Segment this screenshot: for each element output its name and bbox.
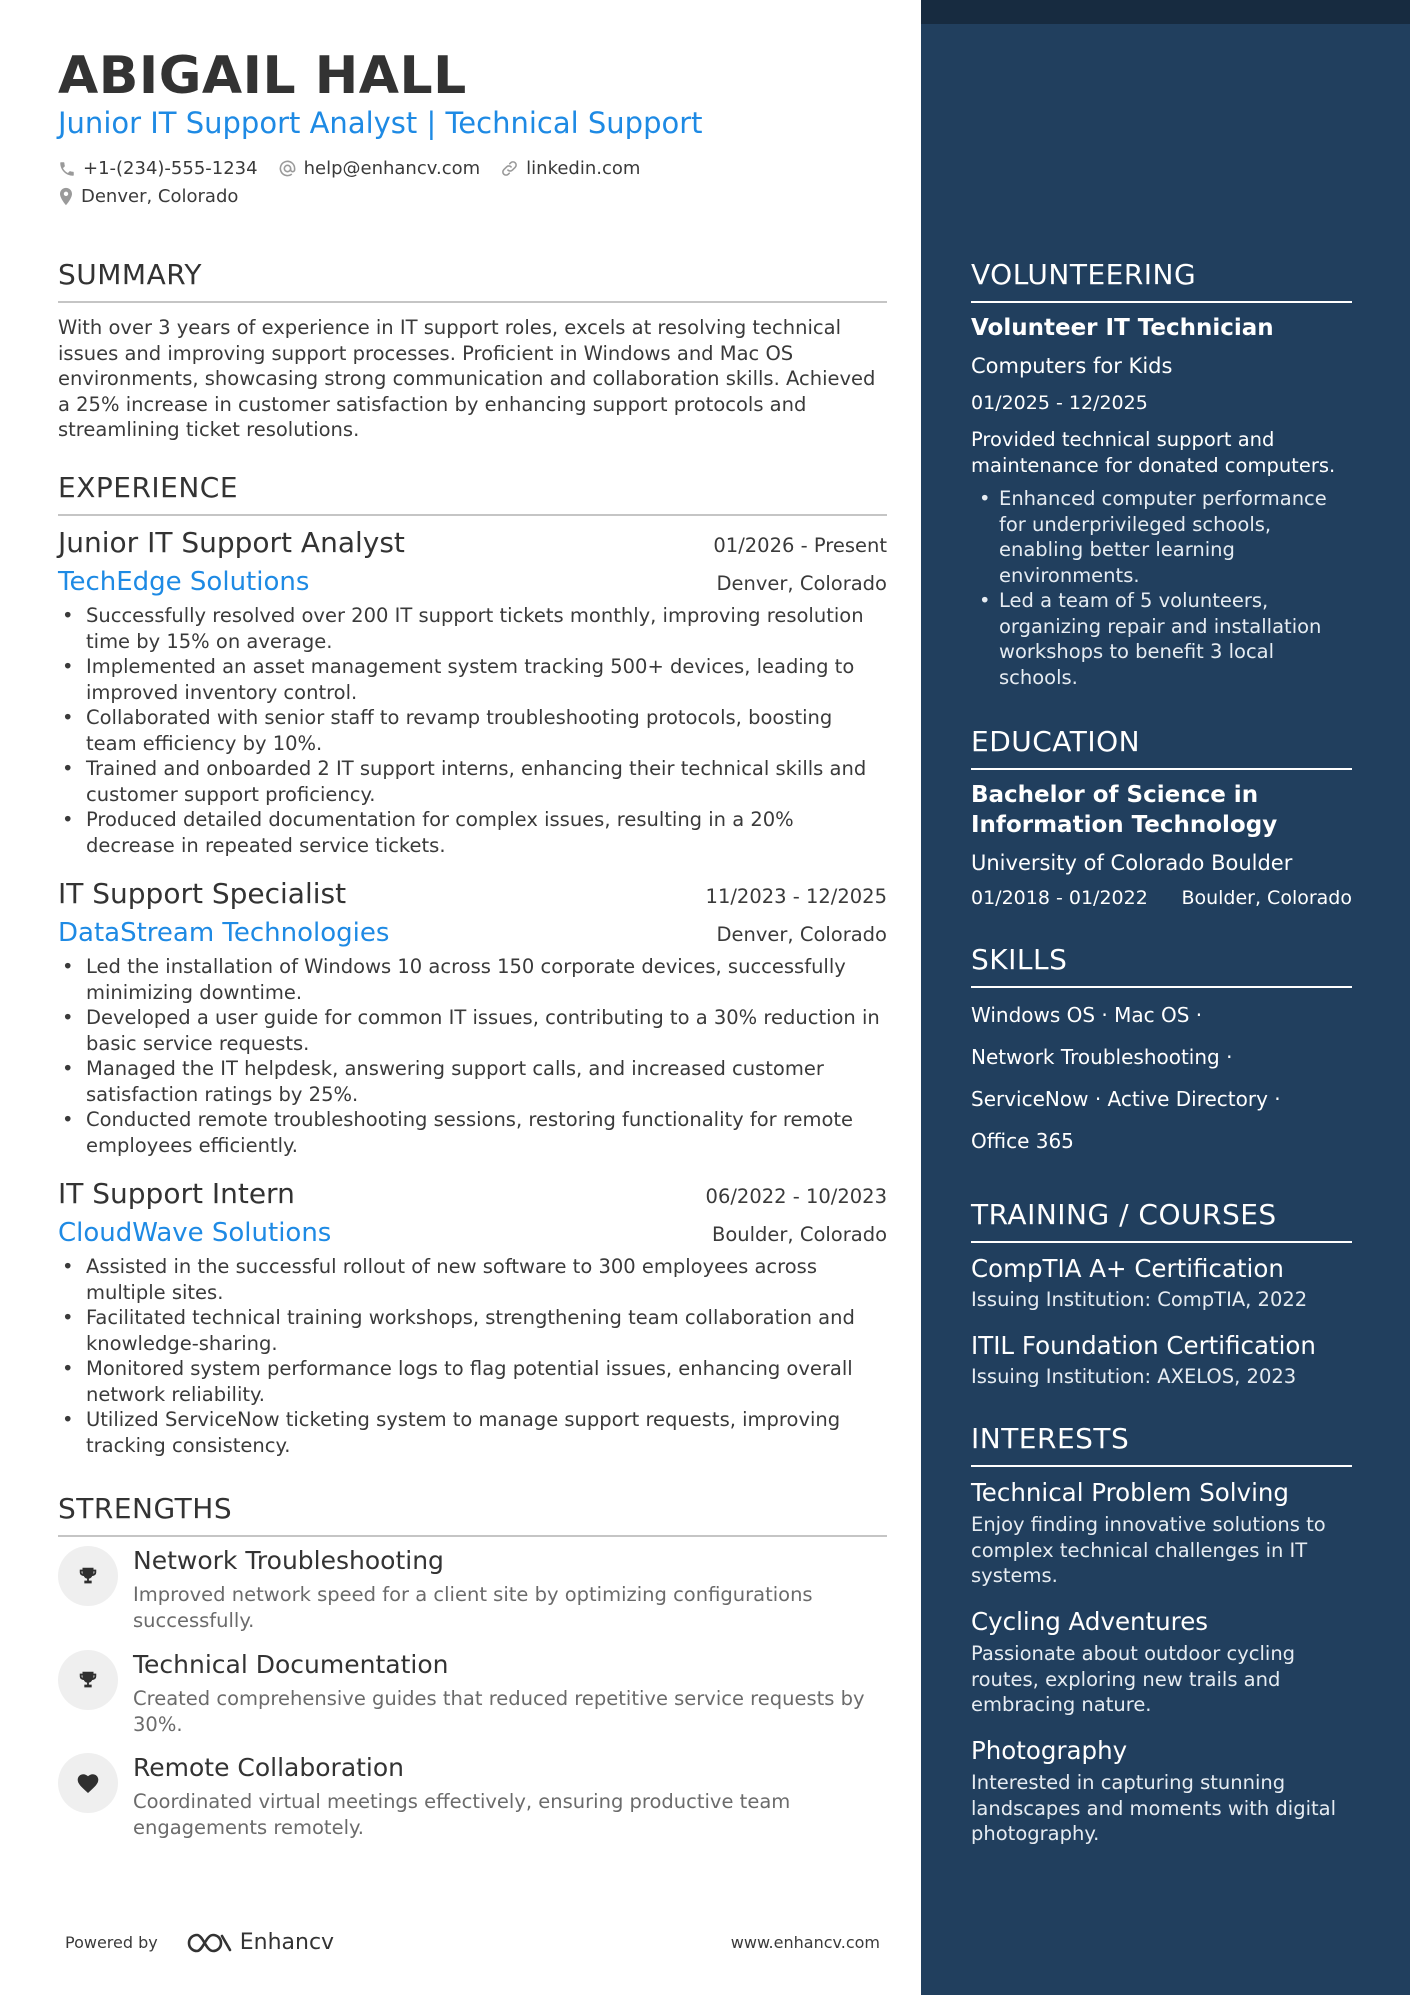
bullet-item: • Monitored system performance logs to flag potential issues, enhancing overall network reliability.: [58, 1356, 887, 1407]
job-location: Boulder, Colorado: [711, 1223, 887, 1246]
job-bullets: [58, 954, 887, 1158]
job-bullets: [58, 603, 887, 858]
location-pin-icon: [58, 187, 74, 206]
job-location: Denver, Colorado: [716, 572, 887, 595]
volunteer-org: Computers for Kids: [971, 354, 1173, 378]
contact-row: [58, 158, 660, 179]
skill-line: Network Troubleshooting ·: [971, 1045, 1233, 1069]
trophy-icon: [58, 1546, 118, 1606]
powered-by-label: Powered by: [65, 1933, 158, 1952]
strength-title: Network Troubleshooting: [133, 1546, 444, 1575]
strength-title: Remote Collaboration: [133, 1753, 405, 1782]
enhancv-logo[interactable]: [186, 1930, 334, 1955]
heart-icon: [58, 1753, 118, 1813]
training-desc: Issuing Institution: AXELOS, 2023: [971, 1365, 1297, 1388]
interest-item: [971, 1478, 1352, 1589]
training-heading: TRAINING / COURSES: [971, 1198, 1352, 1243]
strength-desc: Coordinated virtual meetings effectively, ensuring productive team engagements remotely.: [133, 1790, 791, 1839]
skill-line: Windows OS · Mac OS ·: [971, 1003, 1203, 1027]
bullet-item: • Collaborated with senior staff to revamp troubleshooting protocols, boosting team efficiency by 10%.: [58, 705, 887, 756]
bullet-item: • Enhanced computer performance for underprivileged schools, enabling better learning environments.: [971, 486, 1352, 588]
job-title: IT Support Intern: [58, 1177, 295, 1210]
summary-heading: SUMMARY: [58, 258, 887, 303]
skill-line: Office 365: [971, 1129, 1074, 1153]
bullet-item: • Trained and onboarded 2 IT support interns, enhancing their technical skills and customer support proficiency.: [58, 756, 887, 807]
training-title: ITIL Foundation Certification: [971, 1331, 1316, 1360]
training-desc: Issuing Institution: CompTIA, 2022: [971, 1288, 1308, 1311]
bullet-item: • Conducted remote troubleshooting sessions, restoring functionality for remote employees efficiently.: [58, 1107, 887, 1158]
phone-icon: [58, 160, 76, 178]
linkedin-text: linkedin.com: [526, 158, 641, 179]
candidate-headline: Junior IT Support Analyst | Technical Support: [58, 106, 703, 140]
at-icon: [278, 159, 297, 178]
trophy-icon: [58, 1650, 118, 1710]
email-text: help@enhancv.com: [303, 158, 481, 179]
education-entry: [971, 780, 1352, 911]
interest-item: [971, 1736, 1352, 1847]
interest-desc: Interested in capturing stunning landscapes and moments with digital photography.: [971, 1771, 1337, 1845]
volunteer-bullets: [971, 486, 1352, 690]
contact-phone[interactable]: [58, 158, 258, 179]
education-date: 01/2018 - 01/2022: [971, 887, 1148, 909]
interest-desc: Enjoy finding innovative solutions to complex technical challenges in IT systems.: [971, 1513, 1326, 1587]
bullet-item: • Developed a user guide for common IT issues, contributing to a 30% reduction in basic service requests.: [58, 1005, 887, 1056]
job-company: CloudWave Solutions: [58, 1218, 332, 1248]
footer: [65, 1930, 880, 1955]
education-location: Boulder, Colorado: [1181, 887, 1352, 909]
contact-row-2: [58, 186, 258, 207]
volunteering-entry: [971, 313, 1352, 690]
job-bullets: [58, 1254, 887, 1458]
volunteer-role: Volunteer IT Technician: [971, 315, 1274, 341]
education-heading: EDUCATION: [971, 725, 1352, 770]
job-title: IT Support Specialist: [58, 877, 347, 910]
job-date: 11/2023 - 12/2025: [705, 885, 887, 908]
training-title: CompTIA A+ Certification: [971, 1254, 1284, 1283]
bullet-item: • Implemented an asset management system tracking 500+ devices, leading to improved inventory control.: [58, 654, 887, 705]
skills-heading: SKILLS: [971, 943, 1352, 988]
sidebar-column: [921, 0, 1410, 1995]
bullet-item: • Assisted in the successful rollout of new software to 300 employees across multiple sites.: [58, 1254, 887, 1305]
job-date: 01/2026 - Present: [713, 534, 887, 557]
training-item: [971, 1331, 1352, 1390]
interest-desc: Passionate about outdoor cycling routes, exploring new trails and embracing nature.: [971, 1642, 1296, 1716]
bullet-item: • Managed the IT helpdesk, answering support calls, and increased customer satisfaction ratings by 25%.: [58, 1056, 887, 1107]
summary-text: With over 3 years of experience in IT support roles, excels at resolving technical issues and improving support processes. Proficient in Windows and Mac OS environments, showcasing strong communication and collaboration skills. Achieved a 25% increase in customer satisfaction by enhancing support protocols and streamlining ticket resolutions.: [58, 316, 876, 441]
skill-line: ServiceNow · Active Directory ·: [971, 1087, 1281, 1111]
job-entry: [58, 877, 887, 1158]
candidate-name: ABIGAIL HALL: [58, 46, 467, 106]
interest-title: Technical Problem Solving: [971, 1478, 1289, 1507]
interest-item: [971, 1607, 1352, 1718]
skills-list: [971, 994, 1352, 1162]
volunteer-date: 01/2025 - 12/2025: [971, 392, 1148, 414]
volunteering-heading: VOLUNTEERING: [971, 258, 1352, 303]
sidebar-top-bar: [921, 0, 1410, 24]
link-icon: [500, 159, 519, 178]
job-entry: [58, 1177, 887, 1458]
job-company: TechEdge Solutions: [58, 567, 310, 597]
bullet-item: • Facilitated technical training workshops, strengthening team collaboration and knowledge-sharing.: [58, 1305, 887, 1356]
job-title: Junior IT Support Analyst: [58, 526, 405, 559]
experience-heading: EXPERIENCE: [58, 471, 887, 516]
bullet-item: • Produced detailed documentation for complex issues, resulting in a 20% decrease in repeated service tickets.: [58, 807, 887, 858]
interests-heading: INTERESTS: [971, 1422, 1352, 1467]
bullet-item: • Led a team of 5 volunteers, organizing repair and installation workshops to benefit 3 local schools.: [971, 588, 1352, 690]
interest-title: Cycling Adventures: [971, 1607, 1209, 1636]
job-location: Denver, Colorado: [716, 923, 887, 946]
interest-title: Photography: [971, 1736, 1128, 1765]
education-degree: Bachelor of Science in Information Technology: [971, 782, 1278, 838]
job-entry: [58, 526, 887, 858]
bullet-item: • Successfully resolved over 200 IT support tickets monthly, improving resolution time by 15% on average.: [58, 603, 887, 654]
contact-linkedin[interactable]: [500, 158, 640, 179]
footer-website[interactable]: www.enhancv.com: [730, 1933, 880, 1952]
enhancv-logo-icon: [186, 1931, 234, 1955]
enhancv-brand-text: Enhancv: [239, 1930, 335, 1955]
strengths-heading: STRENGTHS: [58, 1492, 887, 1537]
job-date: 06/2022 - 10/2023: [705, 1185, 887, 1208]
strength-desc: Created comprehensive guides that reduced repetitive service requests by 30%.: [133, 1687, 865, 1736]
strength-desc: Improved network speed for a client site by optimizing configurations successfully.: [133, 1583, 813, 1632]
strength-title: Technical Documentation: [133, 1650, 449, 1679]
education-school: University of Colorado Boulder: [971, 851, 1293, 875]
bullet-item: • Utilized ServiceNow ticketing system to manage support requests, improving tracking consistency.: [58, 1407, 887, 1458]
training-item: [971, 1254, 1352, 1313]
volunteer-desc: Provided technical support and maintenance for donated computers.: [971, 428, 1336, 477]
location-text: Denver, Colorado: [81, 186, 239, 207]
phone-text: +1-(234)-555-1234: [83, 158, 258, 179]
contact-email[interactable]: [278, 158, 481, 179]
job-company: DataStream Technologies: [58, 918, 390, 948]
contact-location: [58, 186, 238, 207]
bullet-item: • Led the installation of Windows 10 across 150 corporate devices, successfully minimizing downtime.: [58, 954, 887, 1005]
